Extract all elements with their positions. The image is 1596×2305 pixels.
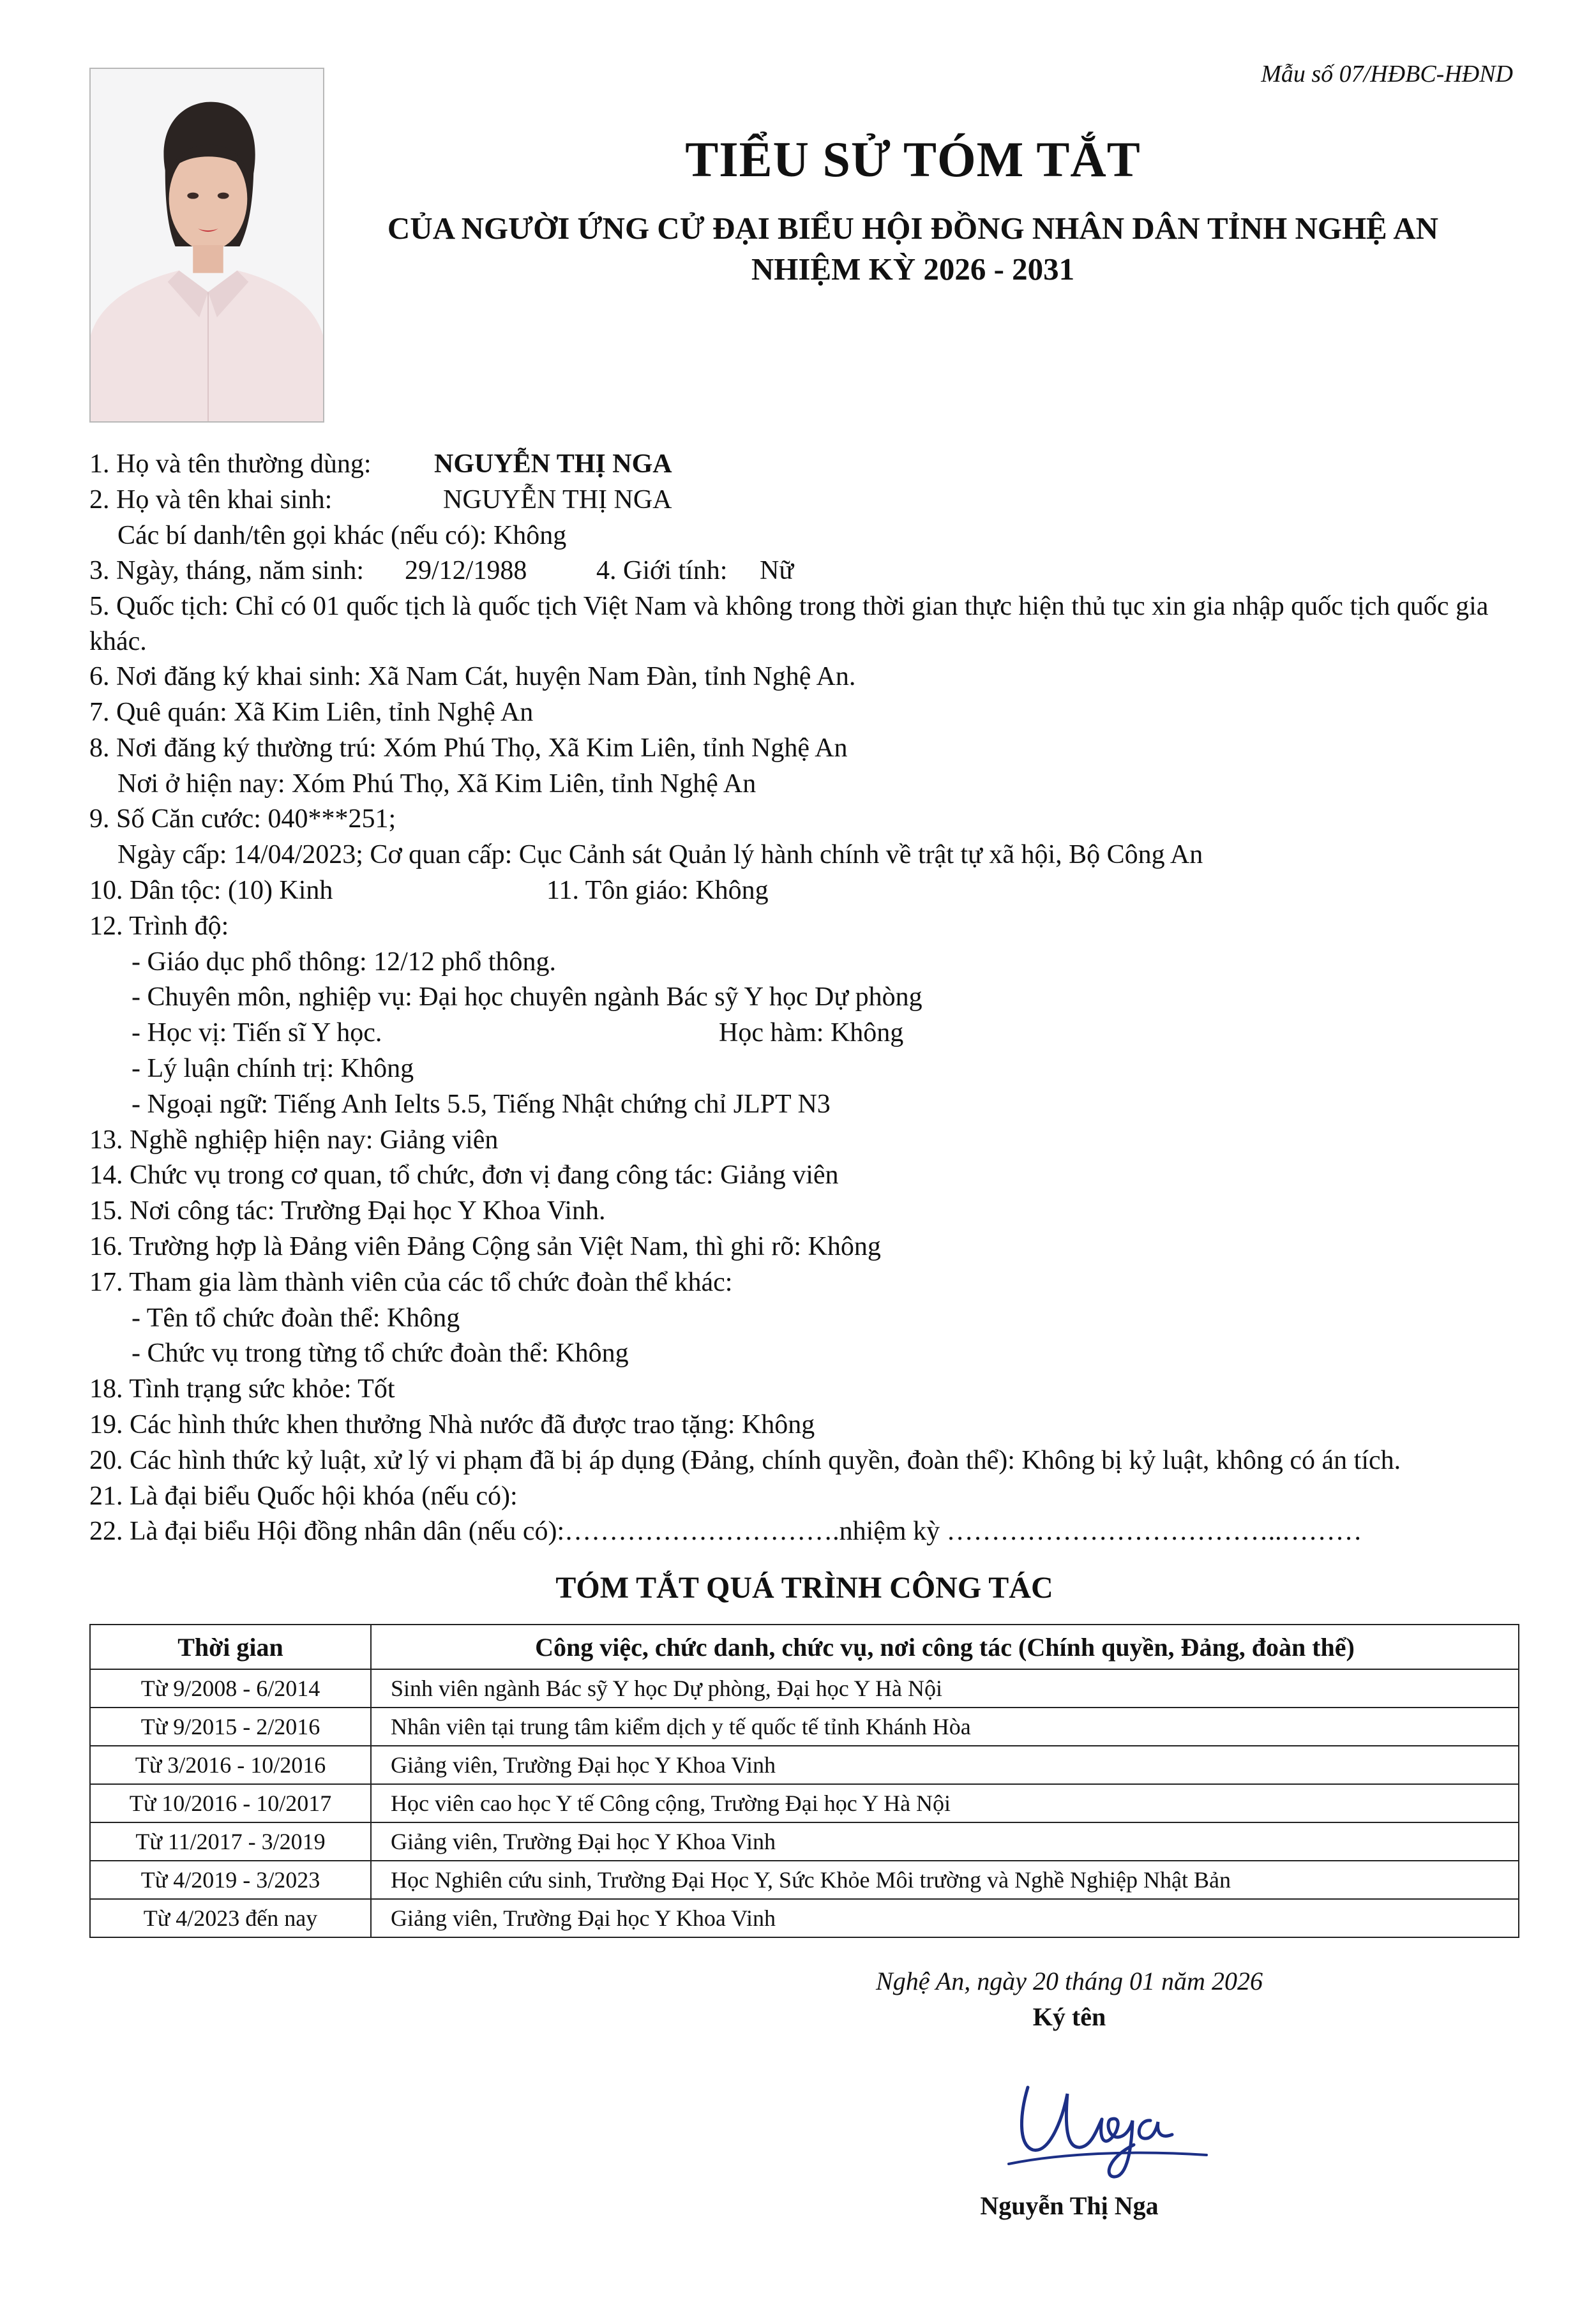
row-time: Từ 9/2015 - 2/2016 [90,1708,371,1746]
item-organization-name: - Tên tổ chức đoàn thể: Không [132,1303,460,1333]
row-job: Giảng viên, Trường Đại học Y Khoa Vinh [371,1899,1519,1937]
signer-name: Nguyễn Thị Nga [980,2191,1159,2220]
row-job: Nhân viên tại trung tâm kiểm dịch y tế quốc tế tỉnh Khánh Hòa [371,1708,1519,1746]
portrait-photo [89,68,324,423]
row-time: Từ 3/2016 - 10/2016 [90,1746,371,1784]
table-row [90,1746,1519,1784]
signature-label: Ký tên [1032,2002,1106,2031]
document-subtitle: CỦA NGƯỜI ỨNG CỬ ĐẠI BIỂU HỘI ĐỒNG NHÂN DÂN TỈNH NGHỆ AN [387,211,1439,246]
item-council-delegate: 22. Là đại biểu Hội đồng nhân dân (nếu có):………………………….nhiệm kỳ ………………………………..……… [89,1517,1362,1547]
item-health: 18. Tình trạng sức khỏe: Tốt [89,1374,395,1404]
item-discipline: 20. Các hình thức kỷ luật, xử lý vi phạm đã bị áp dụng (Đảng, chính quyền, đoàn thể): Không bị kỷ luật, không có án tích. [89,1445,1401,1475]
form-number: Mẫu số 07/HĐBC-HĐND [1261,61,1513,87]
item-party-member: 16. Trường hợp là Đảng viên Đảng Cộng sản Việt Nam, thì ghi rõ: Không [89,1231,881,1261]
document-term: NHIỆM KỲ 2026 - 2031 [751,252,1075,287]
item-hometown: 7. Quê quán: Xã Kim Liên, tỉnh Nghệ An [89,697,534,727]
row-time: Từ 4/2023 đến nay [90,1899,371,1937]
table-row [90,1899,1519,1937]
row-job: Sinh viên ngành Bác sỹ Y học Dự phòng, Đại học Y Hà Nội [371,1669,1519,1708]
item-position: 14. Chức vụ trong cơ quan, tổ chức, đơn vị đang công tác: Giảng viên [89,1160,839,1190]
item-political-theory: - Lý luận chính trị: Không [132,1053,414,1083]
row-time: Từ 9/2008 - 6/2014 [90,1669,371,1708]
work-history-table [89,1624,1519,1938]
row-time: Từ 11/2017 - 3/2019 [90,1822,371,1861]
item-ethnicity-religion: 10. Dân tộc: (10) Kinh 11. Tôn giáo: Không [89,875,769,905]
column-header-time: Thời gian [90,1625,371,1669]
item-organizations: 17. Tham gia làm thành viên của các tổ chức đoàn thể khác: [89,1267,733,1297]
item-dob-gender: 3. Ngày, tháng, năm sinh: 29/12/1988 4. Giới tính: Nữ [89,553,1519,589]
item-id-issue: Ngày cấp: 14/04/2023; Cơ quan cấp: Cục Cảnh sát Quản lý hành chính về trật tự xã hội, Bộ Công An [117,840,1203,870]
row-time: Từ 4/2019 - 3/2023 [90,1861,371,1899]
table-row [90,1784,1519,1822]
item-nationality: 5. Quốc tịch: Chỉ có 01 quốc tịch là quốc tịch Việt Nam và không trong thời gian thực hiện thủ tục xin gia nhập quốc tịch quốc gia khác. [89,592,1489,657]
row-job: Giảng viên, Trường Đại học Y Khoa Vinh [371,1822,1519,1861]
item-general-education: - Giáo dục phổ thông: 12/12 phổ thông. [132,947,556,977]
row-job: Học Nghiên cứu sinh, Trường Đại Học Y, Sức Khỏe Môi trường và Nghề Nghiệp Nhật Bản [371,1861,1519,1899]
birth-name-value: NGUYỄN THỊ NGA [443,484,672,514]
item-workplace: 15. Nơi công tác: Trường Đại học Y Khoa Vinh. [89,1196,606,1226]
work-history-title: TÓM TẮT QUÁ TRÌNH CÔNG TÁC [555,1571,1053,1605]
dob-value: 29/12/1988 [405,556,527,586]
item-education: 12. Trình độ: [89,911,229,941]
table-header-row [90,1625,1519,1669]
item-specialization: - Chuyên môn, nghiệp vụ: Đại học chuyên ngành Bác sỹ Y học Dự phòng [132,982,922,1012]
item-awards: 19. Các hình thức khen thưởng Nhà nước đã được trao tặng: Không [89,1409,815,1439]
row-time: Từ 10/2016 - 10/2017 [90,1784,371,1822]
title-block [358,128,1468,290]
row-job: Giảng viên, Trường Đại học Y Khoa Vinh [371,1746,1519,1784]
place-date: Nghệ An, ngày 20 tháng 01 năm 2026 [876,1967,1263,1995]
item-birth-registration: 6. Nơi đăng ký khai sinh: Xã Nam Cát, huyện Nam Đàn, tỉnh Nghệ An. [89,662,856,692]
item-birth-name: 2. Họ và tên khai sinh: NGUYỄN THỊ NGA [89,484,672,514]
item-id-number: 9. Số Căn cước: 040***251; [89,804,396,834]
handwritten-signature [983,2068,1226,2189]
item-occupation: 13. Nghề nghiệp hiện nay: Giảng viên [89,1125,499,1155]
item-degree: - Học vị: Tiến sĩ Y học. Học hàm: Không [132,1018,904,1048]
document-title: TIỂU SỬ TÓM TẮT [685,131,1141,187]
common-name-value: NGUYỄN THỊ NGA [434,449,672,479]
row-job: Học viên cao học Y tế Công cộng, Trường Đại học Y Hà Nội [371,1784,1519,1822]
item-alias: Các bí danh/tên gọi khác (nếu có): Không [117,520,567,550]
table-row [90,1822,1519,1861]
table-row [90,1861,1519,1899]
item-foreign-language: - Ngoại ngữ: Tiếng Anh Ielts 5.5, Tiếng Nhật chứng chỉ JLPT N3 [132,1089,831,1119]
table-row [90,1669,1519,1708]
table-row [90,1708,1519,1746]
biography-items [89,447,1519,1550]
gender-value: Nữ [760,556,794,586]
item-permanent-residence: 8. Nơi đăng ký thường trú: Xóm Phú Thọ, Xã Kim Liên, tỉnh Nghệ An [89,733,848,763]
item-organization-position: - Chức vụ trong từng tổ chức đoàn thể: Không [132,1339,629,1369]
item-current-residence: Nơi ở hiện nay: Xóm Phú Thọ, Xã Kim Liên, tỉnh Nghệ An [117,769,757,799]
item-national-assembly: 21. Là đại biểu Quốc hội khóa (nếu có): [89,1481,518,1511]
item-common-name: 1. Họ và tên thường dùng: NGUYỄN THỊ NGA [89,449,672,479]
column-header-job: Công việc, chức danh, chức vụ, nơi công tác (Chính quyền, Đảng, đoàn thể) [371,1625,1519,1669]
